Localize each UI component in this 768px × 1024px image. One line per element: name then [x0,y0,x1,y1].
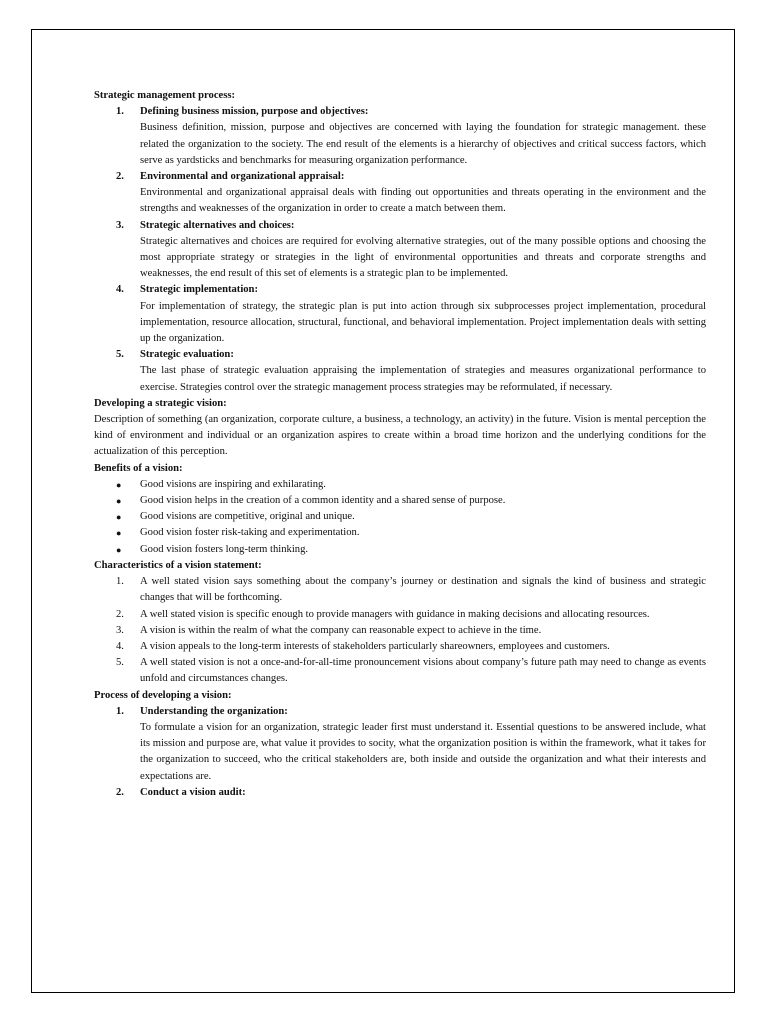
list-item [94,655,706,687]
item-text: A well stated vision is not a once-and-for-all-time pronouncement visions about company’s future path may need to change as events unfold and circumstances changes. [140,657,706,685]
list-item [94,347,706,396]
bullet-text: Good vision foster risk-taking and experimentation. [140,527,360,539]
bullet-icon: ● [116,528,122,539]
bullet-text: Good visions are inspiring and exhilarating. [140,478,326,490]
list-item [94,104,706,169]
list-item [94,218,706,283]
item-text: A vision appeals to the long-term interests of stakeholders particularly shareowners, employees and customers. [140,640,610,652]
list-item [94,623,706,639]
item-description: To formulate a vision for an organization, strategic leader first must understand it. Essential questions to be answered include, what its mission and purpose are, what value it provides to socity, what the organization position is within the framework, what it takes for the organization to succeed, who the critical stakeholders are, both inside and outside the organization and what their interests and expectations are. [140,721,706,782]
item-description: Environmental and organizational appraisal deals with finding out opportunities and threats operating in the environment and the strengths and weaknesses of the organization in order to create a match between them. [140,187,706,215]
bullet-icon: ● [116,479,122,490]
list-item [94,574,706,606]
item-title: Understanding the organization: [140,705,288,717]
bullet-icon: ● [116,512,122,523]
bullet-item [94,525,706,541]
document-content [94,88,706,801]
item-text: A vision is within the realm of what the company can reasonable expect to achieve in the time. [140,624,542,636]
bullet-text: Good vision fosters long-term thinking. [140,543,309,555]
item-text: A well stated vision says something about the company’s journey or destination and signals the kind of business and strategic changes that will be forthcoming. [140,576,706,604]
item-title: Environmental and organizational appraisal: [140,171,345,183]
list-item [94,169,706,218]
item-title: Strategic alternatives and choices: [140,219,295,231]
item-description: Strategic alternatives and choices are required for evolving alternative strategies, out of the many possible options and choosing the most appropriate strategy or strategies in the light of environmental opportunities and threats and corporate strengths and weaknesses, the end result of this set of elements is a strategic plan to be implemented. [140,235,706,280]
item-number: 5. [116,349,124,361]
item-description: Business definition, mission, purpose and objectives are concerned with laying the foundation for strategic management. these related the organization to the society. The end result of the elements is a hierarchy of objectives and critical success factors, which serve as yardsticks and benchmarks for measuring organization performance. [140,122,706,166]
bullet-icon: ● [116,544,122,555]
bullet-item [94,542,706,558]
vision-paragraph: Description of something (an organization, corporate culture, a business, a technology, an activity) in the future. Vision is mental perception the kind of environment and individual or an organization aspires to create within a broad time horizon and the underlying conditions for the actualization of this perception. [94,414,706,458]
list-item [94,282,706,347]
document-page [31,29,735,993]
item-title: Strategic evaluation: [140,349,234,361]
item-number: 2. [116,786,124,798]
item-title: Strategic implementation: [140,284,258,296]
item-number: 4. [116,640,124,652]
item-number: 4. [116,284,124,296]
item-title: Conduct a vision audit: [140,786,246,798]
list-item [94,607,706,623]
section-heading-benefits-of-vision: Benefits of a vision: [94,462,183,474]
bullet-item [94,493,706,509]
item-description: For implementation of strategy, the strategic plan is put into action through six subprocesses project implementation, procedural implementation, resource allocation, structural, functional, and behavioral implementation. Project implementation deals with setting up the organization. [140,300,706,345]
list-item [94,785,706,801]
bullet-text: Good vision helps in the creation of a common identity and a shared sense of purpose. [140,495,506,507]
section-heading-process-of-developing-vision: Process of developing a vision: [94,689,232,701]
bullet-text: Good visions are competitive, original and unique. [140,511,355,523]
list-item [94,639,706,655]
section-heading-developing-strategic-vision: Developing a strategic vision: [94,397,227,409]
item-text: A well stated vision is specific enough to provide managers with guidance in making decisions and allocating resources. [140,608,650,620]
section-heading-characteristics: Characteristics of a vision statement: [94,559,262,571]
item-number: 2. [116,171,124,183]
item-number: 1. [116,106,124,118]
item-number: 5. [116,657,124,669]
item-number: 1. [116,705,124,717]
item-number: 1. [116,576,124,588]
item-title: Defining business mission, purpose and objectives: [140,106,369,118]
bullet-item [94,509,706,525]
section-heading-strategic-management-process: Strategic management process: [94,90,236,101]
list-item [94,704,706,785]
item-number: 2. [116,608,124,620]
bullet-icon: ● [116,496,122,507]
item-number: 3. [116,624,124,636]
item-description: The last phase of strategic evaluation appraising the implementation of strategies and measures organizational performance to exercise. Strategies control over the strategic management process strategies may be reformulated, if necessary. [140,365,706,393]
bullet-item [94,477,706,493]
item-number: 3. [116,219,124,231]
